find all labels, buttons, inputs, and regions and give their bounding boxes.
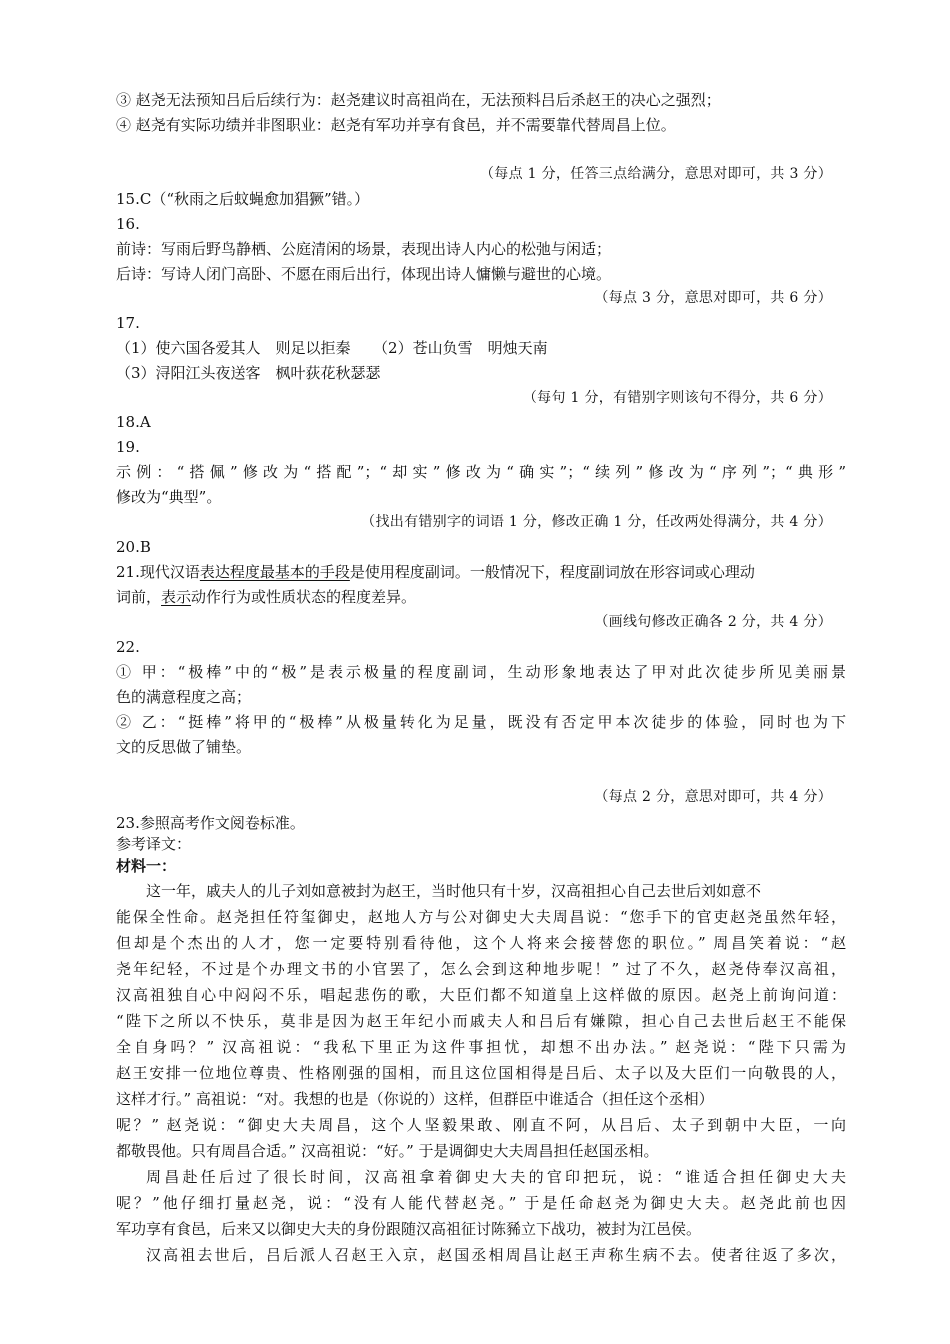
translation-line: 能保全性命。赵尧担任符玺御史，赵地人方与公对御史大夫周昌说：“您手下的官吏赵尧虽然年轻， [116, 908, 846, 926]
answer-21-underlined-phrase: 表达程度最基本的手段 [199, 563, 350, 581]
scoring-note-21: （画线句修改正确各 2 分，共 4 分） [594, 614, 832, 630]
translation-line: 这一年，戚夫人的儿子刘如意被封为赵王，当时他只有十岁，汉高祖担心自己去世后刘如意不 [146, 882, 762, 900]
answer-16-second-poem: 后诗：写诗人闭门高卧、不愿在雨后出行，体现出诗人慵懒与避世的心境。 [116, 265, 612, 283]
answer-21-text: 词前， [116, 588, 162, 606]
answer-21-underlined-word: 表示 [161, 588, 192, 606]
answer-16-first-poem: 前诗：写雨后野鸟静栖、公庭清闲的场景，表现出诗人内心的松弛与闲适； [116, 240, 612, 258]
translation-line: 这样才行。” 高祖说：“对。我想的也是（你说的）这样，但群臣中谁适合（担任这个丞相） [116, 1090, 714, 1108]
scoring-note-16: （每点 3 分，意思对即可，共 6 分） [594, 290, 832, 306]
translation-line: 但却是个杰出的人才，您一定要特别看待他，这个人将来会接替您的职位。” 周昌笑着说：“赵 [116, 934, 846, 952]
scoring-note-22: （每点 2 分，意思对即可，共 4 分） [594, 789, 832, 805]
translation-line: 赵王安排一位地位尊贵、性格刚强的国相，而且这位国相得是吕后、太子以及大臣们一向敬畏的人， [116, 1064, 846, 1082]
answer-21-text: 21.现代汉语 [116, 563, 200, 581]
answer-22-line-4: 文的反思做了铺垫。 [116, 738, 252, 756]
question-number-16: 16. [116, 215, 140, 233]
reference-translation-title: 参考译文： [116, 835, 192, 853]
answer-18: 18.A [116, 413, 151, 431]
answer-14-point-4: ④ 赵尧有实际功绩并非图职业：赵尧有军功并享有食邑，并不需要靠代替周昌上位。 [116, 116, 676, 134]
scoring-note-17: （每句 1 分，有错别字则该句不得分，共 6 分） [522, 390, 832, 406]
translation-line: 汉高祖去世后，吕后派人召赵王入京，赵国丞相周昌让赵王声称生病不去。使者往返了多次， [146, 1246, 846, 1264]
answer-21-text: 动作行为或性质状态的程度差异。 [191, 588, 417, 606]
material-one-heading: 材料一： [116, 857, 177, 875]
translation-line: 汉高祖独自心中闷闷不乐，唱起悲伤的歌，大臣们都不知道皇上这样做的原因。赵尧上前询问道： [116, 986, 846, 1004]
answer-19-line-1: 示例：“搭佩”修改为“搭配”；“却实”修改为“确实”；“续列”修改为“序列”；“典形” [116, 463, 846, 481]
answer-20: 20.B [116, 538, 151, 556]
translation-line: 都敬畏他。只有周昌合适。” 汉高祖说：“好。” 于是调御史大夫周昌担任赵国丞相。 [116, 1142, 659, 1160]
translation-line: 呢？” 赵尧说：“御史大夫周昌，这个人坚毅果敢、刚直不阿，从吕后、太子到朝中大臣，一向 [116, 1116, 846, 1134]
translation-line: 呢？”他仔细打量赵尧，说：“没有人能代替赵尧。” 于是任命赵尧为御史大夫。赵尧此前也因 [116, 1194, 846, 1212]
answer-19-line-2: 修改为“典型”。 [116, 488, 222, 506]
answer-23: 23.参照高考作文阅卷标准。 [116, 814, 305, 832]
answer-22-line-1: ① 甲：“极棒”中的“极”是表示极量的程度副词，生动形象地表达了甲对此次徒步所见美丽景 [116, 663, 846, 681]
question-number-22: 22. [116, 638, 140, 656]
translation-line: 全自身吗？” 汉高祖说：“我私下里正为这件事担忧，却想不出办法。” 赵尧说：“陛下只需为 [116, 1038, 846, 1056]
answer-21-text: 是使用程度副词。一般情况下，程度副词放在形容词或心理动 [349, 563, 755, 581]
scoring-note-19: （找出有错别字的词语 1 分，修改正确 1 分，任改两处得满分，共 4 分） [361, 514, 832, 530]
translation-line: “陛下之所以不快乐，莫非是因为赵王年纪小而戚夫人和吕后有嫌隙，担心自己去世后赵王不能保 [116, 1012, 846, 1030]
answer-21-line-1 [116, 561, 846, 583]
answer-15: 15.C（“秋雨之后蚊蝇愈加猖獗”错。） [116, 190, 370, 208]
answer-17-line-2: （3）浔阳江头夜送客 枫叶荻花秋瑟瑟 [116, 364, 381, 382]
answer-22-line-3: ② 乙：“挺棒”将甲的“极棒”从极量转化为足量，既没有否定甲本次徒步的体验，同时也为下 [116, 713, 846, 731]
question-number-19: 19. [116, 438, 140, 456]
question-number-17: 17. [116, 314, 140, 332]
translation-line: 尧年纪轻，不过是个办理文书的小官罢了，怎么会到这种地步呢！” 过了不久，赵尧侍奉汉高祖， [116, 960, 846, 978]
answer-14-point-3: ③ 赵尧无法预知吕后后续行为：赵尧建议时高祖尚在，无法预料吕后杀赵王的决心之强烈； [116, 91, 721, 109]
translation-line: 周昌赴任后过了很长时间，汉高祖拿着御史大夫的官印把玩，说：“谁适合担任御史大夫 [146, 1168, 846, 1186]
translation-line: 军功享有食邑，后来又以御史大夫的身份跟随汉高祖征讨陈豨立下战功，被封为江邑侯。 [116, 1220, 702, 1238]
answer-21-line-2 [116, 586, 846, 608]
answer-22-line-2: 色的满意程度之高； [116, 688, 252, 706]
answer-17-line-1: （1）使六国各爱其人 则足以拒秦 （2）苍山负雪 明烛天南 [116, 339, 548, 357]
scoring-note-14: （每点 1 分，任答三点给满分，意思对即可，共 3 分） [479, 166, 832, 182]
